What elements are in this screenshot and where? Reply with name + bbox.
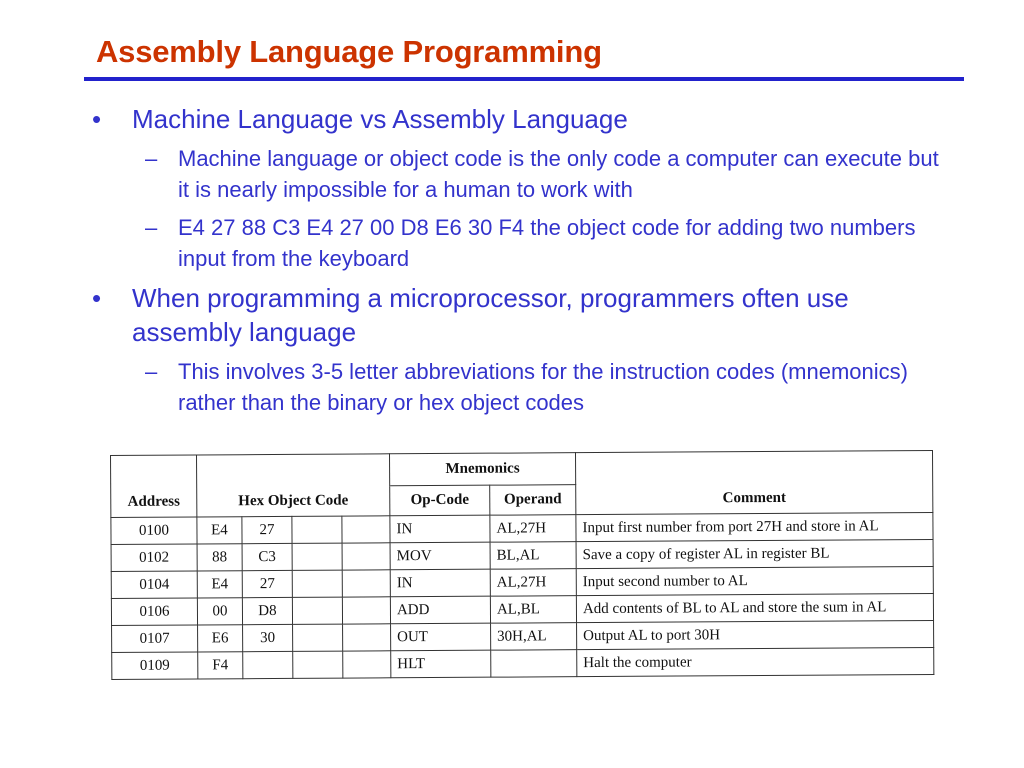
slide-title: Assembly Language Programming <box>96 34 602 69</box>
table-row <box>112 647 934 679</box>
hex-byte-cell <box>342 570 390 597</box>
hex-byte-cell: 27 <box>242 516 292 543</box>
address-cell: 0100 <box>111 517 197 545</box>
hex-byte-cell <box>342 516 390 543</box>
hex-byte-cell: D8 <box>242 597 292 624</box>
address-cell: 0109 <box>112 652 198 680</box>
hex-byte-cell: F4 <box>198 652 243 679</box>
hex-byte-cell: C3 <box>242 543 292 570</box>
hex-byte-cell: 27 <box>242 570 292 597</box>
hex-byte-cell <box>292 597 342 624</box>
hex-byte-cell: 30 <box>243 624 293 651</box>
address-cell: 0104 <box>111 571 197 599</box>
hex-byte-cell: E4 <box>197 517 242 544</box>
operand-cell <box>491 650 577 678</box>
hex-byte-cell <box>293 624 343 651</box>
op-code-cell: OUT <box>391 623 491 651</box>
dash-mark: – <box>145 146 158 171</box>
op-code-cell: HLT <box>391 650 491 678</box>
operand-cell: AL,27H <box>490 515 576 543</box>
hex-byte-cell <box>292 570 342 597</box>
hex-byte-cell <box>292 516 342 543</box>
bullet-text: Machine Language vs Assembly Language <box>132 104 628 134</box>
sub-bullet-text: Machine language or object code is the only code a computer can execute but it is nearly impossible for a human to work with <box>178 146 939 202</box>
operand-cell: BL,AL <box>490 542 576 570</box>
hex-byte-cell <box>343 624 391 651</box>
table-group-header-row <box>111 450 933 487</box>
title-underline <box>84 77 964 81</box>
dash-mark: – <box>145 359 158 384</box>
sub-bullet-text: This involves 3-5 letter abbreviations for the instruction codes (mnemonics) rather than the binary or hex object codes <box>178 359 908 415</box>
comment-header: Comment <box>576 482 933 514</box>
hex-byte-cell <box>342 543 390 570</box>
op-code-cell: MOV <box>390 542 490 570</box>
comment-cell: Input second number to AL <box>576 566 933 595</box>
table-body <box>111 512 934 679</box>
bullet-text: When programming a microprocessor, programmers often use assembly language <box>132 283 849 347</box>
address-header: Address <box>111 487 197 518</box>
address-cell: 0102 <box>111 544 197 572</box>
op-code-cell: IN <box>390 515 490 543</box>
mnemonics-header: Mnemonics <box>389 453 575 486</box>
assembly-program-table <box>110 450 934 680</box>
hex-byte-cell: E6 <box>198 625 243 652</box>
hex-byte-cell <box>292 543 342 570</box>
address-cell: 0107 <box>112 625 198 653</box>
hex-byte-cell <box>243 651 293 678</box>
op-code-header: Op-Code <box>390 485 490 516</box>
hex-byte-cell: 88 <box>197 544 242 571</box>
operand-cell: 30H,AL <box>491 623 577 651</box>
dash-mark: – <box>145 215 158 240</box>
op-code-cell: IN <box>390 569 490 597</box>
operand-header: Operand <box>490 485 576 516</box>
op-code-cell: ADD <box>390 596 490 624</box>
comment-cell: Output AL to port 30H <box>577 620 934 649</box>
bullet-mark: • <box>92 104 102 134</box>
sub-bullet-text: E4 27 88 C3 E4 27 00 D8 E6 30 F4 the object code for adding two numbers input from the keyboard <box>178 215 916 271</box>
address-cell: 0106 <box>111 598 197 626</box>
hex-byte-cell <box>343 651 391 678</box>
hex-byte-cell <box>293 651 343 678</box>
comment-cell: Save a copy of register AL in register BL <box>576 539 933 568</box>
operand-cell: AL,BL <box>490 596 576 624</box>
hex-byte-cell: E4 <box>197 571 242 598</box>
bullet-mark: • <box>92 283 102 313</box>
hex-object-code-header: Hex Object Code <box>197 486 390 517</box>
comment-cell: Halt the computer <box>577 647 934 676</box>
hex-byte-cell: 00 <box>197 598 242 625</box>
operand-cell: AL,27H <box>490 569 576 597</box>
comment-cell: Input first number from port 27H and store in AL <box>576 512 933 541</box>
comment-cell: Add contents of BL to AL and store the sum in AL <box>576 593 933 622</box>
hex-byte-cell <box>342 597 390 624</box>
